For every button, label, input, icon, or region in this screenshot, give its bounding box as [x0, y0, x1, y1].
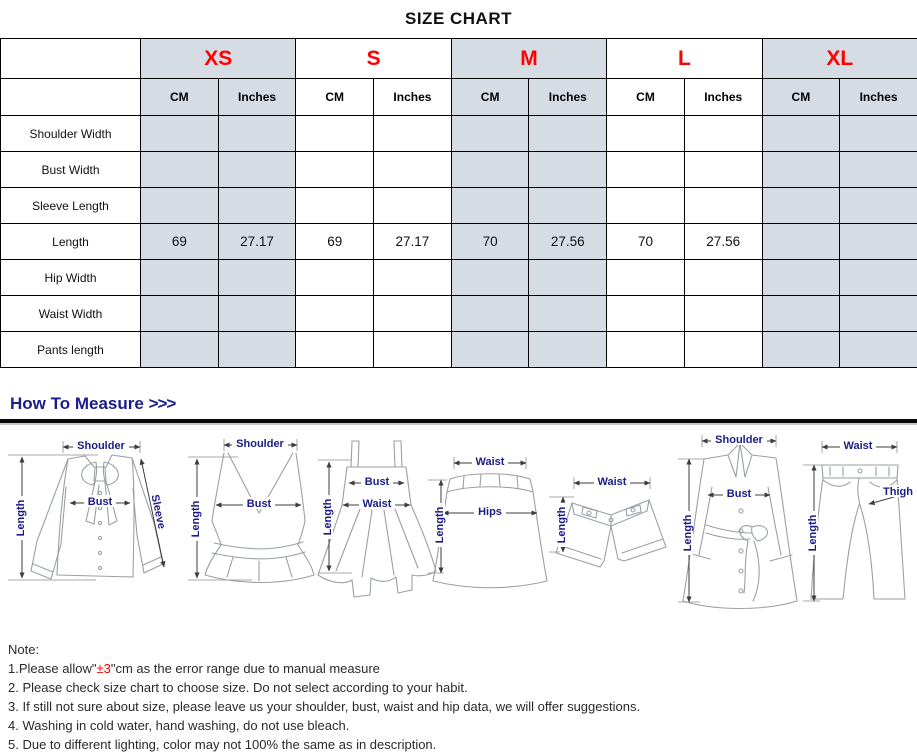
- table-corner: [1, 79, 141, 116]
- row-label: Pants length: [1, 332, 141, 368]
- size-cell: [607, 260, 685, 296]
- skirt-diagram: [428, 455, 547, 588]
- bust-label: [243, 497, 275, 510]
- note-line-1: 1.Please allow"±3"cm as the error range due to manual measure: [8, 659, 909, 678]
- section-divider: [0, 419, 917, 423]
- svg-text:Waist: Waist: [363, 498, 392, 510]
- size-cell: [684, 296, 762, 332]
- svg-text:Sleeve: Sleeve: [148, 493, 167, 530]
- length-label: [14, 496, 27, 540]
- how-to-measure-title: How To Measure: [10, 394, 144, 413]
- svg-text:Thigh: Thigh: [883, 486, 913, 498]
- waist-label: [359, 497, 395, 510]
- length-label: [806, 511, 819, 555]
- unit-header-inches: Inches: [840, 79, 917, 116]
- size-cell: [529, 332, 607, 368]
- size-cell: [684, 332, 762, 368]
- size-header-m: M: [451, 39, 606, 79]
- size-cell: [529, 152, 607, 188]
- note-line-2: 2. Please check size chart to choose size. Do not select according to your habit.: [8, 678, 909, 697]
- svg-text:Length: Length: [322, 498, 334, 535]
- size-cell: [607, 188, 685, 224]
- length-label: [433, 503, 446, 547]
- thigh-label: [880, 485, 916, 498]
- triple-chevron-icon: >>>: [149, 394, 176, 413]
- note-line-5: 5. Due to different lighting, color may not 100% the same as in description.: [8, 735, 909, 754]
- notes-heading: Note:: [8, 640, 909, 659]
- size-cell: 27.56: [684, 224, 762, 260]
- size-cell: [684, 260, 762, 296]
- size-cell: [296, 152, 374, 188]
- size-cell: [762, 332, 840, 368]
- table-row: [1, 296, 917, 332]
- size-cell: [296, 116, 374, 152]
- size-cell: [529, 296, 607, 332]
- size-cell: [374, 260, 452, 296]
- row-label: Sleeve Length: [1, 188, 141, 224]
- table-row: [1, 188, 917, 224]
- size-cell: [296, 188, 374, 224]
- size-cell: 27.56: [529, 224, 607, 260]
- table-row: [1, 152, 917, 188]
- svg-text:Bust: Bust: [365, 476, 390, 488]
- size-cell: [218, 152, 296, 188]
- unit-header-cm: CM: [607, 79, 685, 116]
- size-cell: [451, 188, 529, 224]
- size-cell: 70: [451, 224, 529, 260]
- table-row: [1, 224, 917, 260]
- size-cell: [684, 152, 762, 188]
- coat-diagram: [678, 433, 797, 609]
- note-error-range: ±3: [96, 661, 110, 676]
- size-cell: [374, 152, 452, 188]
- row-label: Hip Width: [1, 260, 141, 296]
- svg-text:Length: Length: [682, 514, 694, 551]
- note-line-4: 4. Washing in cold water, hand washing, do not use bleach.: [8, 716, 909, 735]
- size-cell: [529, 260, 607, 296]
- size-cell: [684, 188, 762, 224]
- table-row: [1, 260, 917, 296]
- length-label: [681, 511, 694, 555]
- size-cell: 70: [607, 224, 685, 260]
- size-cell: 27.17: [218, 224, 296, 260]
- dress-diagram: [318, 441, 436, 597]
- note-line-3: 3. If still not sure about size, please leave us your shoulder, bust, waist and hip data, we will offer suggestions.: [8, 697, 909, 716]
- page-title: SIZE CHART: [0, 0, 917, 38]
- size-cell: [218, 296, 296, 332]
- size-cell: [840, 260, 917, 296]
- size-cell: [529, 116, 607, 152]
- svg-text:Waist: Waist: [476, 456, 505, 468]
- unit-header-cm: CM: [296, 79, 374, 116]
- size-cell: [607, 152, 685, 188]
- size-cell: [141, 296, 219, 332]
- size-cell: [607, 116, 685, 152]
- svg-text:Shoulder: Shoulder: [715, 434, 763, 446]
- size-cell: [451, 116, 529, 152]
- svg-text:Hips: Hips: [478, 506, 502, 518]
- size-header-s: S: [296, 39, 451, 79]
- size-cell: [840, 224, 917, 260]
- size-cell: 69: [296, 224, 374, 260]
- size-cell: 27.17: [374, 224, 452, 260]
- size-cell: [296, 332, 374, 368]
- size-cell: [141, 116, 219, 152]
- waist-label: [594, 475, 630, 488]
- row-label: Waist Width: [1, 296, 141, 332]
- size-header-xl: XL: [762, 39, 917, 79]
- size-cell: [762, 188, 840, 224]
- size-cell: [218, 188, 296, 224]
- size-header-l: L: [607, 39, 762, 79]
- svg-text:Bust: Bust: [247, 498, 272, 510]
- size-cell: [374, 188, 452, 224]
- size-cell: [374, 296, 452, 332]
- shoulder-label: [73, 439, 129, 452]
- size-cell: [141, 188, 219, 224]
- length-label: [189, 497, 202, 541]
- svg-text:Bust: Bust: [727, 488, 752, 500]
- pants-diagram: [803, 439, 916, 601]
- table-row: [1, 116, 917, 152]
- row-label: Shoulder Width: [1, 116, 141, 152]
- svg-text:Length: Length: [15, 499, 27, 536]
- size-cell: [840, 116, 917, 152]
- size-cell: [451, 152, 529, 188]
- waist-label: [840, 439, 876, 452]
- size-table: [0, 38, 917, 368]
- size-cell: [840, 188, 917, 224]
- unit-header-inches: Inches: [684, 79, 762, 116]
- size-header-xs: XS: [141, 39, 296, 79]
- table-corner: [1, 39, 141, 79]
- size-cell: [529, 188, 607, 224]
- units-header-row: [1, 79, 917, 116]
- unit-header-inches: Inches: [374, 79, 452, 116]
- bust-label: [361, 475, 393, 488]
- size-cell: [684, 116, 762, 152]
- svg-text:Waist: Waist: [598, 476, 627, 488]
- shoulder-label: [232, 437, 288, 450]
- blouse-diagram: [8, 439, 169, 580]
- size-cell: [762, 224, 840, 260]
- size-cell: [141, 152, 219, 188]
- sleeve-label: [148, 490, 169, 534]
- size-cell: [607, 296, 685, 332]
- svg-text:Shoulder: Shoulder: [236, 438, 284, 450]
- size-cell: [374, 332, 452, 368]
- size-cell: [218, 260, 296, 296]
- size-cell: [840, 152, 917, 188]
- measure-diagrams: [0, 425, 917, 630]
- unit-header-cm: CM: [141, 79, 219, 116]
- size-cell: [296, 260, 374, 296]
- svg-text:Waist: Waist: [844, 440, 873, 452]
- length-label: [555, 503, 568, 547]
- size-cell: [840, 332, 917, 368]
- size-cell: 69: [141, 224, 219, 260]
- size-cell: [762, 116, 840, 152]
- size-cell: [218, 116, 296, 152]
- svg-text:Length: Length: [434, 506, 446, 543]
- svg-text:Length: Length: [190, 500, 202, 537]
- row-label: Bust Width: [1, 152, 141, 188]
- unit-header-inches: Inches: [529, 79, 607, 116]
- shoulder-label: [711, 433, 767, 446]
- size-cell: [451, 260, 529, 296]
- size-cell: [762, 152, 840, 188]
- size-cell: [141, 260, 219, 296]
- waist-label: [472, 455, 508, 468]
- svg-text:Length: Length: [556, 506, 568, 543]
- size-cell: [451, 296, 529, 332]
- tank-top-diagram: [188, 437, 314, 583]
- size-cell: [451, 332, 529, 368]
- how-to-measure-header: [0, 394, 917, 414]
- size-header-row: [1, 39, 917, 79]
- size-cell: [607, 332, 685, 368]
- bust-label: [84, 495, 116, 508]
- svg-text:Length: Length: [807, 514, 819, 551]
- size-cell: [218, 332, 296, 368]
- size-table-body: [1, 116, 917, 368]
- notes: [0, 630, 917, 754]
- shorts-diagram: [549, 475, 666, 567]
- size-cell: [296, 296, 374, 332]
- size-cell: [840, 296, 917, 332]
- bust-label: [723, 487, 755, 500]
- svg-text:Bust: Bust: [88, 496, 113, 508]
- row-label: Length: [1, 224, 141, 260]
- length-label: [321, 495, 334, 539]
- size-cell: [762, 260, 840, 296]
- size-cell: [374, 116, 452, 152]
- table-row: [1, 332, 917, 368]
- unit-header-cm: CM: [451, 79, 529, 116]
- unit-header-inches: Inches: [218, 79, 296, 116]
- unit-header-cm: CM: [762, 79, 840, 116]
- size-cell: [141, 332, 219, 368]
- size-cell: [762, 296, 840, 332]
- hips-label: [474, 505, 506, 518]
- svg-text:Shoulder: Shoulder: [77, 440, 125, 452]
